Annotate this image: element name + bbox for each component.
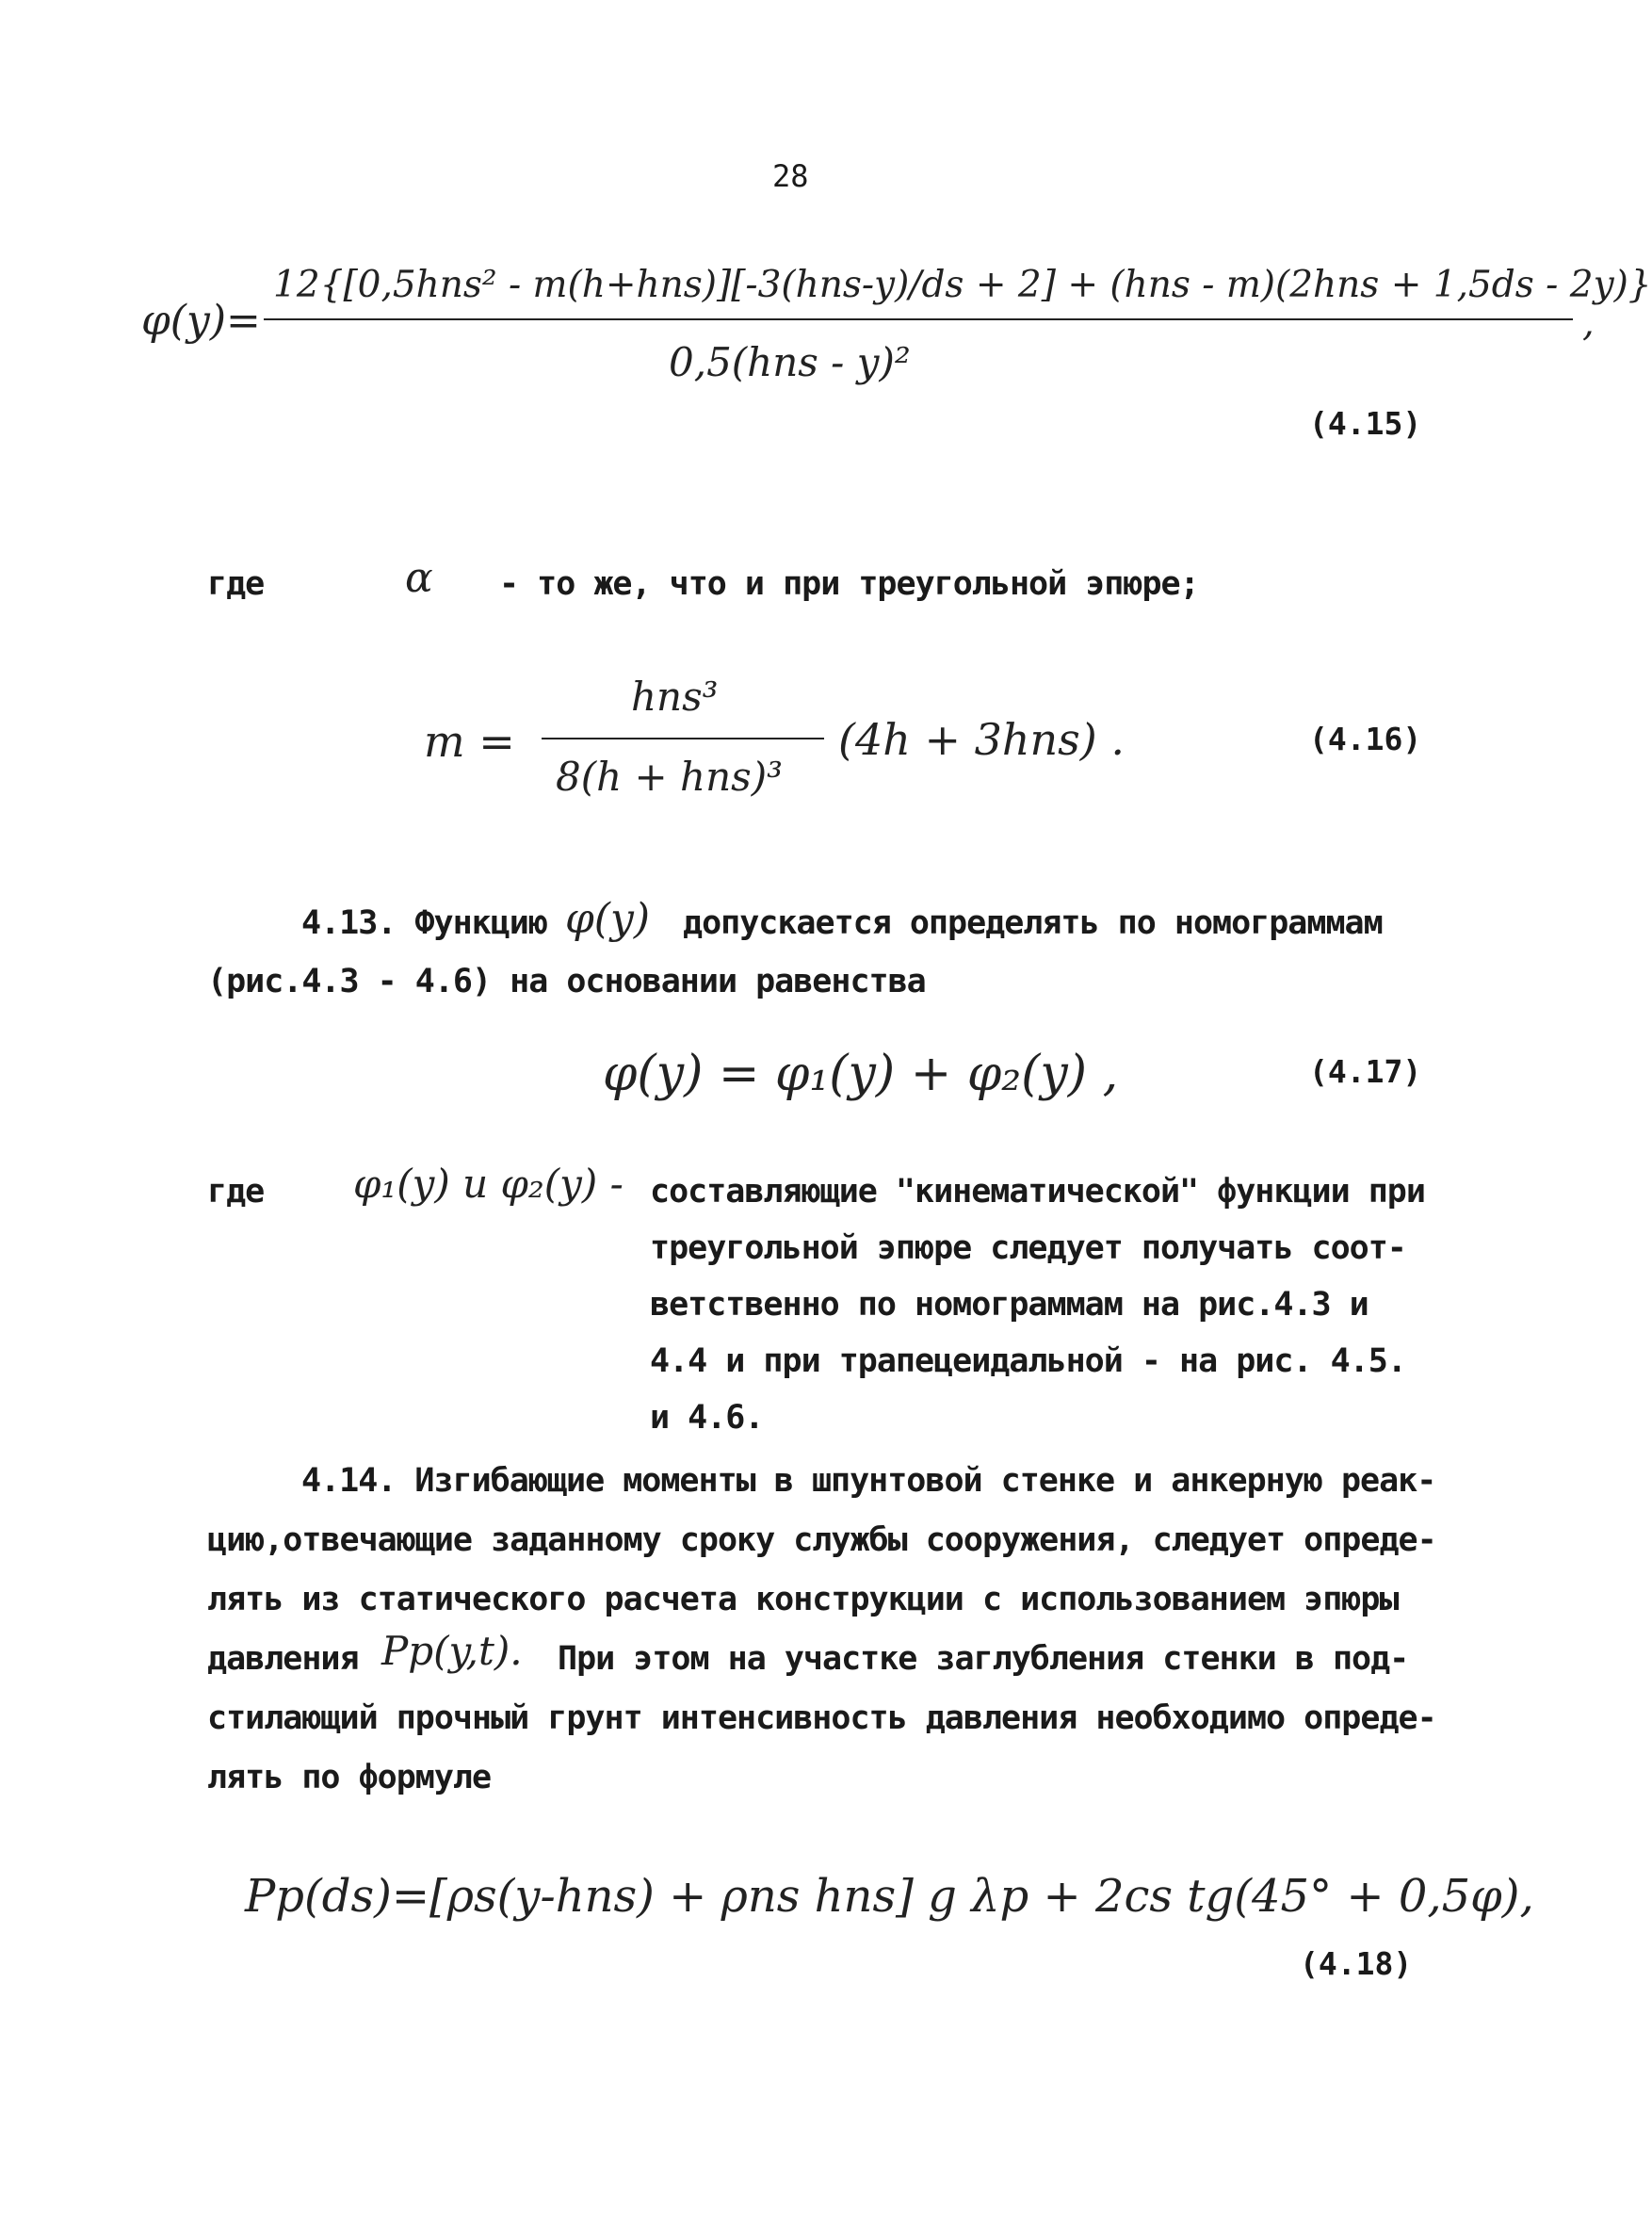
eq18-number: (4.18) xyxy=(1300,1945,1413,1982)
para414-line-4-start: давления xyxy=(207,1640,359,1678)
eq15-lhs: φ(y)= xyxy=(141,297,261,345)
para414-line-1: 4.14. Изгибающие моменты в шпунтовой стенке и анкерную реак- xyxy=(301,1462,1436,1500)
where2-line-1: составляющие "кинематической" функции при xyxy=(650,1173,1425,1210)
phi-components-symbols: φ₁(y) и φ₂(y) - xyxy=(353,1161,624,1207)
para414-line-2: цию,отвечающие заданному сроку службы сооружения, следует опреде- xyxy=(207,1521,1436,1559)
equation-4-15 xyxy=(141,245,1652,433)
para414-line-3: лять из статического расчета конструкции с использованием эпюры xyxy=(207,1581,1399,1618)
eq15-number: (4.15) xyxy=(1309,405,1422,442)
where2-line-4: 4.4 и при трапецеидальной - на рис. 4.5. xyxy=(650,1342,1406,1380)
para414-line-4-end: При этом на участке заглубления стенки в под- xyxy=(558,1640,1409,1678)
pressure-symbol: Pp(y,t). xyxy=(381,1628,523,1674)
eq15-numerator: 12{[0,5hns² - m(h+hns)][-3(hns-y)/ds + 2] + (hns - m)(2hns + 1,5ds - 2y)} xyxy=(273,264,1652,306)
eq15-trail: , xyxy=(1582,301,1595,345)
eq17-formula: φ(y) = φ₁(y) + φ₂(y) , xyxy=(603,1046,1119,1102)
eq16-numerator: hns³ xyxy=(631,674,719,720)
eq16-number: (4.16) xyxy=(1309,721,1422,757)
where2-line-3: ветственно по номограммам на рис.4.3 и xyxy=(650,1286,1369,1324)
eq16-fraction-bar xyxy=(542,738,824,739)
eq16-denominator: 8(h + hns)³ xyxy=(556,754,783,800)
para413-line1-start: 4.13. Функцию xyxy=(301,904,547,942)
para414-line-5: стилающий прочный грунт интенсивность давления необходимо опреде- xyxy=(207,1699,1436,1737)
eq16-factor: (4h + 3hns) . xyxy=(838,714,1125,765)
eq15-denominator: 0,5(hns - y)² xyxy=(669,339,911,385)
where-text-1: - то же, что и при треугольной эпюре; xyxy=(499,565,1199,603)
eq15-fraction-bar xyxy=(264,318,1573,320)
page-number: 28 xyxy=(772,158,809,194)
where2-line-5: и 4.6. xyxy=(650,1399,764,1437)
para413-phi-symbol: φ(y) xyxy=(565,895,650,943)
para413-line1-end: допускается определять по номограммам xyxy=(683,904,1383,942)
eq17-number: (4.17) xyxy=(1309,1053,1422,1090)
para413-line2: (рис.4.3 - 4.6) на основании равенства xyxy=(207,963,926,1000)
eq16-lhs: m = xyxy=(424,716,515,767)
where-label-2: где xyxy=(207,1173,265,1210)
where2-line-2: треугольной эпюре следует получать соот- xyxy=(650,1229,1406,1267)
para414-line-6: лять по формуле xyxy=(207,1759,492,1796)
eq18-formula: Pp(ds)=[ρs(y-hns) + ρns hns] g λp + 2cs tg(45° + 0,5φ), xyxy=(245,1870,1534,1923)
where-label-1: где xyxy=(207,565,265,603)
alpha-symbol: α xyxy=(405,554,433,602)
